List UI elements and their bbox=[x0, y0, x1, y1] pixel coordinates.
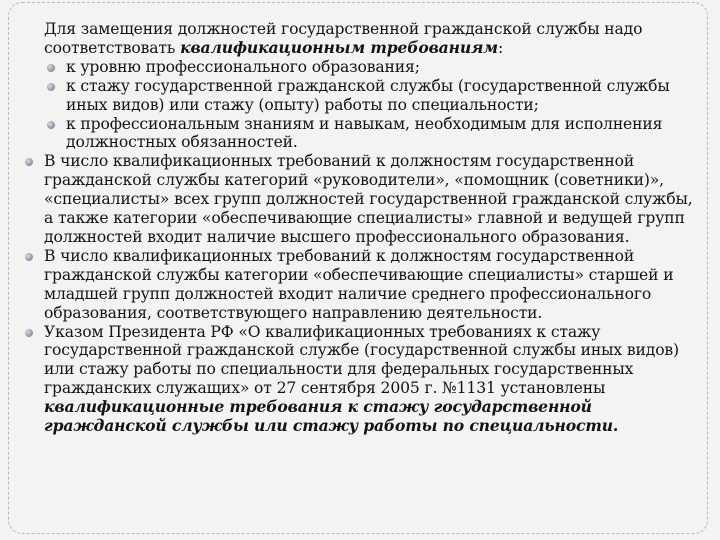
intro-text: Для замещения должностей государственной гражданской службы надо соответствовать bbox=[44, 20, 643, 57]
list-item-text: Указом Президента РФ «О квалификационных требованиях к стажу государственной гражданской службе (государственной службы иных видов) или стажу работы по специальности для федеральных государственных гражданских служащих» от 27 сентября 2005 г. №1131 установлены bbox=[44, 322, 679, 398]
bullet-icon bbox=[47, 83, 55, 91]
bullet-icon bbox=[25, 253, 33, 261]
intro-emphasis: квалификационным требованиям bbox=[180, 37, 498, 57]
bullet-icon bbox=[25, 158, 33, 166]
list-item-text: В число квалификационных требований к должностям государственной гражданской службы категорий «руководители», «помощник (советники)», «специалисты» всех групп должностей государственной гражданской службы, а также категории «обеспечивающие специалисты» главной и ведущей групп должностей входит наличие высшего профессионального образования. bbox=[44, 152, 693, 246]
sub-item bbox=[22, 115, 700, 153]
sub-item-text: к стажу государственной гражданской службы (государственной службы иных видов) или стажу (опыту) работы по специальности; bbox=[66, 76, 670, 114]
list-item-emphasis: квалификационные требования к стажу государственной гражданской службы или стажу работы по специальности. bbox=[44, 397, 619, 436]
slide-content bbox=[22, 20, 700, 436]
sub-item bbox=[22, 58, 700, 77]
intro-tail: : bbox=[497, 38, 504, 57]
sub-item-text: к уровню профессионального образования; bbox=[66, 57, 420, 76]
list-item-text: В число квалификационных требований к должностям государственной гражданской службы категории «обеспечивающие специалисты» старшей и младшей групп должностей входит наличие среднего профессионального образования, соответствующего направлению деятельности. bbox=[44, 246, 674, 322]
list-item bbox=[22, 323, 700, 436]
bullet-icon bbox=[47, 121, 55, 129]
sub-item bbox=[22, 77, 700, 115]
intro-paragraph bbox=[22, 20, 700, 58]
list-item bbox=[22, 152, 700, 247]
list-item bbox=[22, 247, 700, 323]
bullet-icon bbox=[25, 329, 33, 337]
bullet-icon bbox=[47, 64, 55, 72]
sub-item-text: к профессиональным знаниям и навыкам, необходимым для исполнения должностных обязанностей. bbox=[66, 114, 663, 152]
